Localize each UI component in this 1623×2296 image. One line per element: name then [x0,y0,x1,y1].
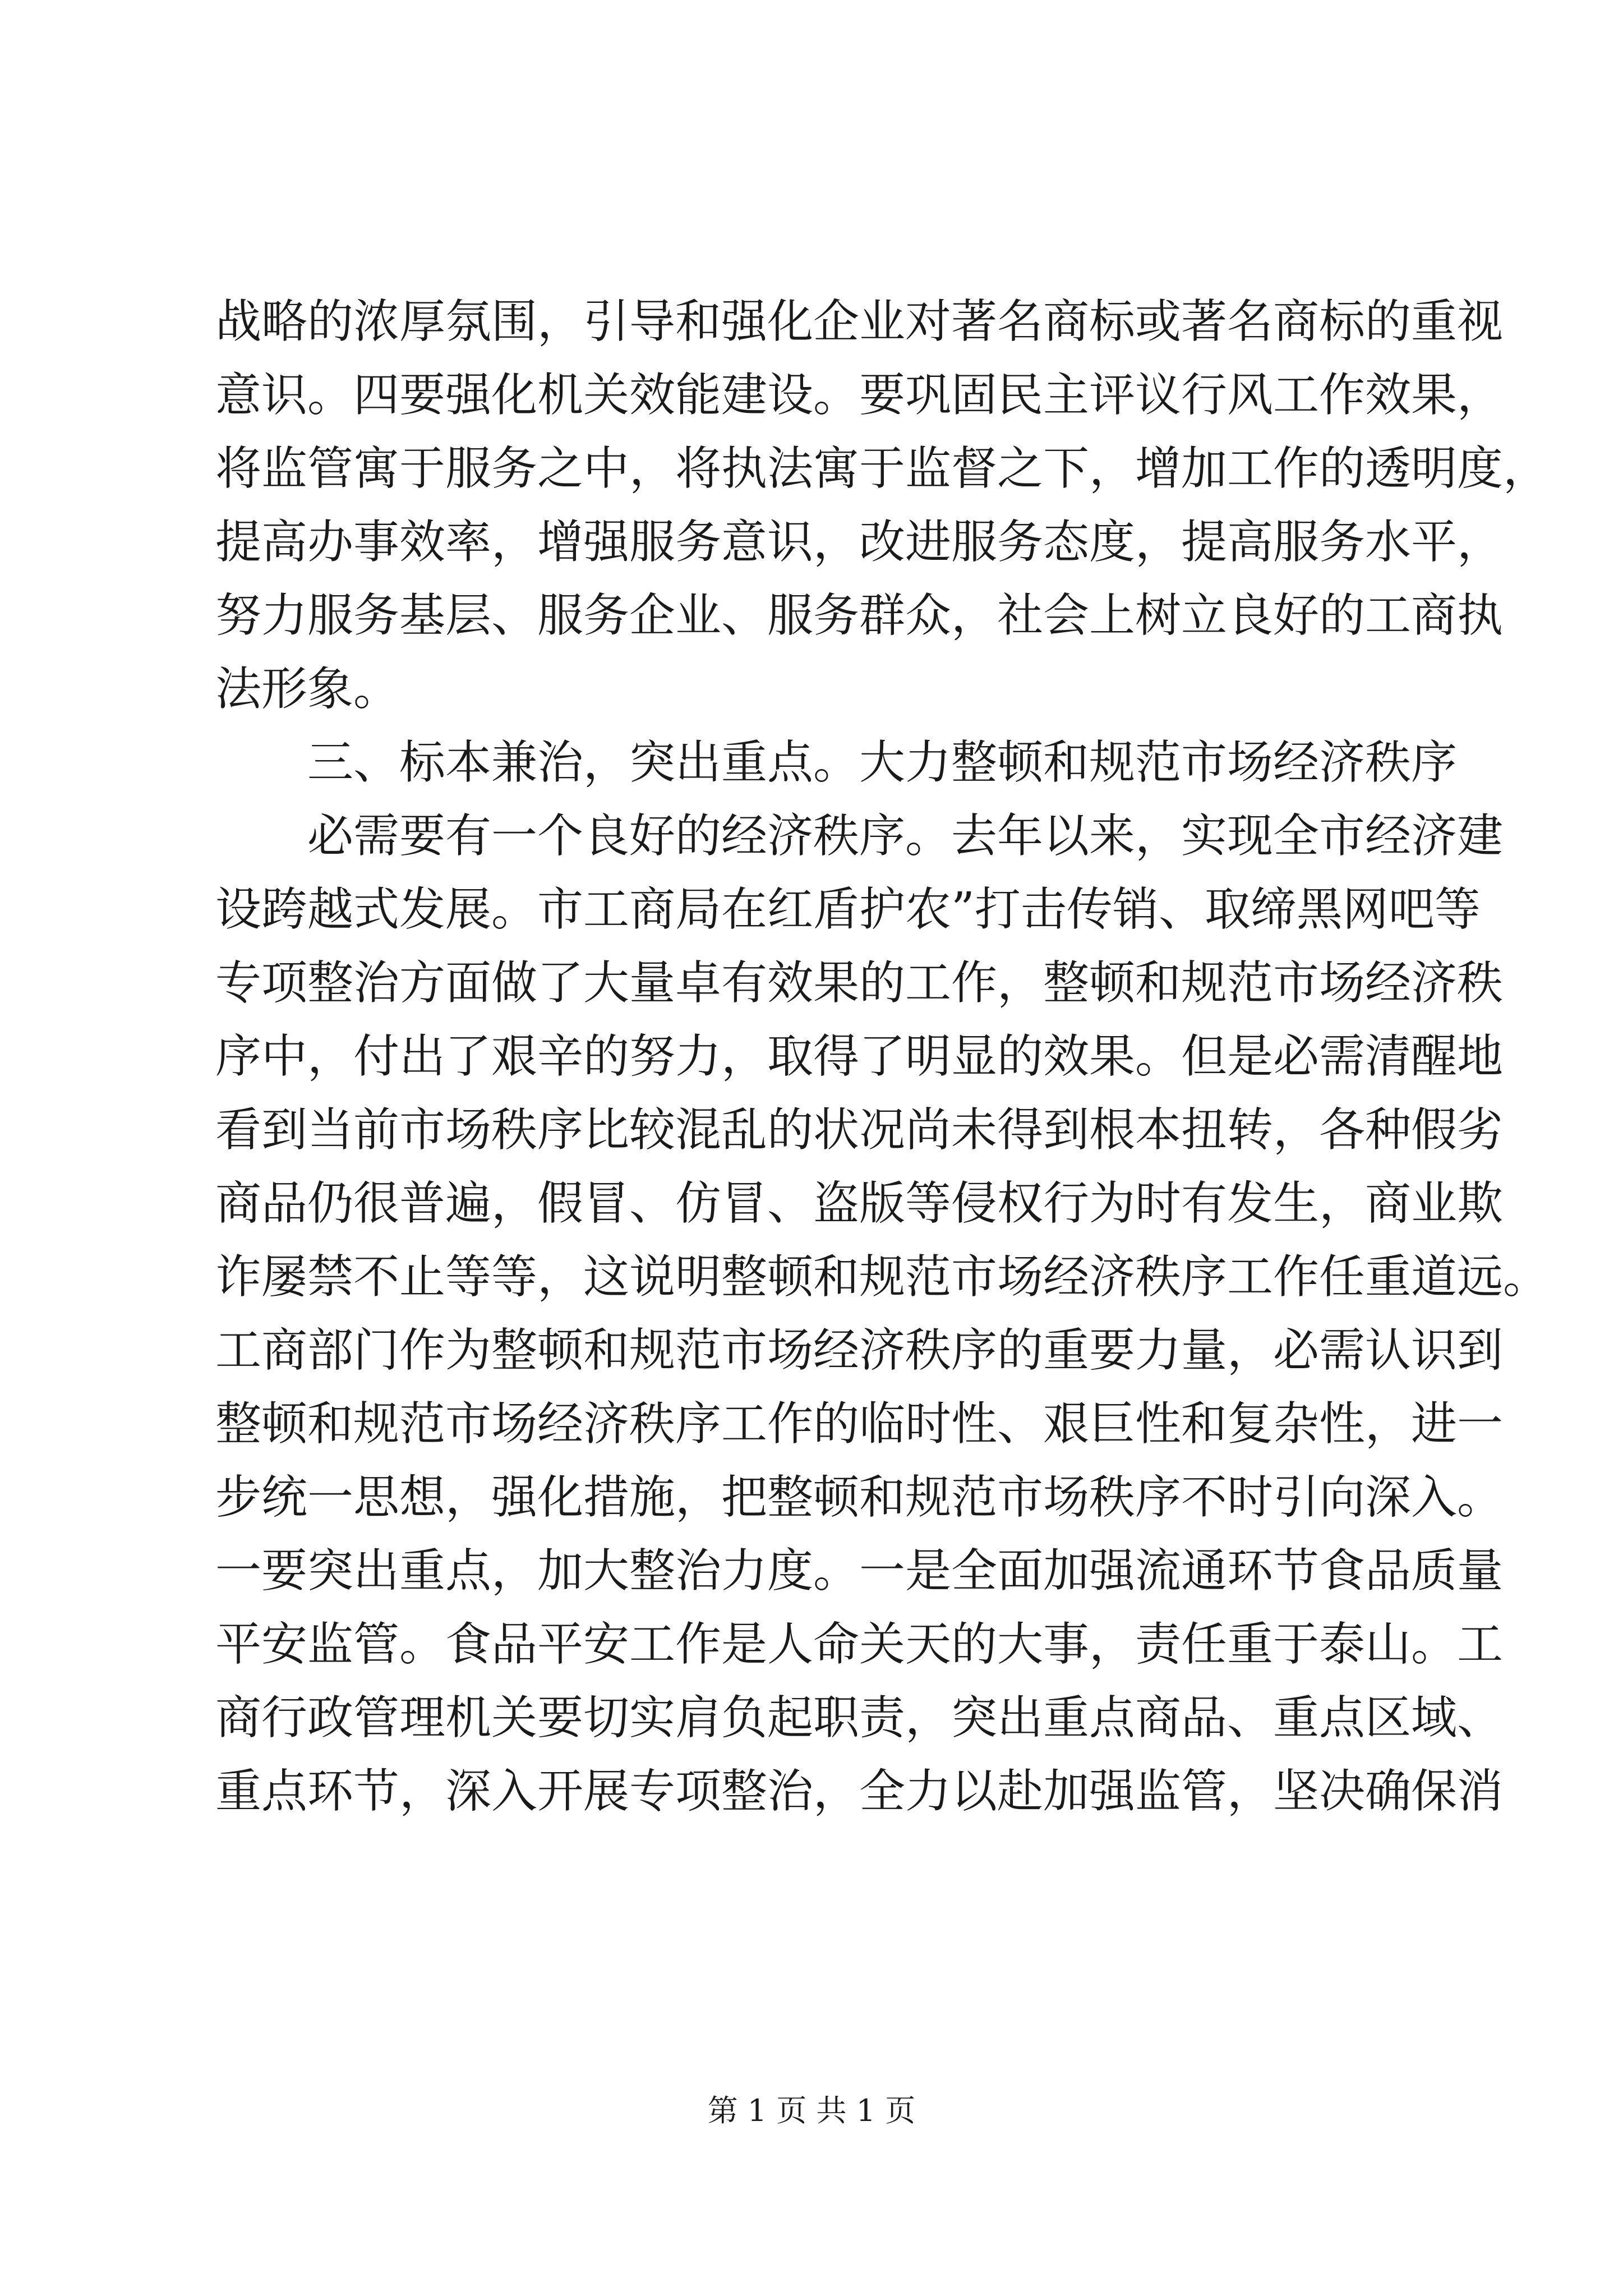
section-heading: 三、标本兼治，突出重点。大力整顿和规范市场经济秩序 [307,736,1458,789]
text-line: 平安监管。食品平安工作是人命关天的大事，责任重于泰山。工 [215,1618,1504,1671]
text-line: 一要突出重点，加大整治力度。一是全面加强流通环节食品质量 [215,1544,1504,1598]
text-line: 法形象。 [215,662,400,716]
text-line: 商品仍很普遍，假冒、仿冒、盗版等侵权行为时有发生，商业欺 [215,1177,1504,1230]
page-number-label: 第 1 页 共 1 页 [707,2093,916,2128]
text-line: 意识。四要强化机关效能建设。要巩固民主评议行风工作效果， [215,369,1504,422]
text-line: 设跨越式发展。市工商局在红盾护农”打击传销、取缔黑网吧等 [215,883,1481,936]
text-line: 战略的浓厚氛围，引导和强化企业对著名商标或著名商标的重视 [215,295,1504,348]
text-line: 重点环节，深入开展专项整治，全力以赴加强监管，坚决确保消 [215,1765,1504,1818]
text-line: 必需要有一个良好的经济秩序。去年以来，实现全市经济建 [307,809,1504,863]
page-footer [0,2091,1623,2131]
text-line: 工商部门作为整顿和规范市场经济秩序的重要力量，必需认识到 [215,1324,1504,1377]
text-line: 提高办事效率，增强服务意识，改进服务态度，提高服务水平， [215,516,1504,569]
text-line: 将监管寓于服务之中，将执法寓于监督之下，增加工作的透明度， [215,442,1550,495]
text-line: 商行政管理机关要切实肩负起职责，突出重点商品、重点区域、 [215,1691,1504,1745]
text-line: 努力服务基层、服务企业、服务群众，社会上树立良好的工商执 [215,589,1504,642]
text-line: 诈屡禁不止等等，这说明整顿和规范市场经济秩序工作任重道远。 [215,1250,1550,1304]
document-body [215,285,1550,1828]
text-line: 步统一思想，强化措施，把整顿和规范市场秩序不时引向深入。 [215,1471,1504,1524]
text-line: 专项整治方面做了大量卓有效果的工作，整顿和规范市场经济秩 [215,956,1504,1010]
text-line: 序中，付出了艰辛的努力，取得了明显的效果。但是必需清醒地 [215,1030,1504,1083]
text-line: 看到当前市场秩序比较混乱的状况尚未得到根本扭转，各种假劣 [215,1103,1504,1157]
text-line: 整顿和规范市场经济秩序工作的临时性、艰巨性和复杂性，进一 [215,1397,1504,1451]
